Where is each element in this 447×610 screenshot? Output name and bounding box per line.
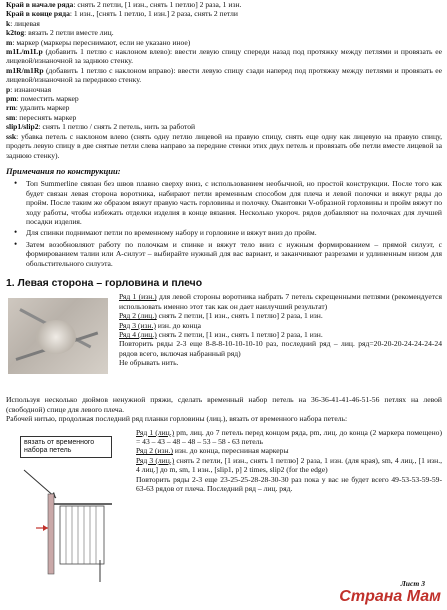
row-line: Ряд 3 (лиц.) снять 2 петли, [1 изн., снять 1 петлю] 2 раза, 1 изн. (для края), sm, 4 лиц., [1 изн., 4 лиц.] до m, sm, 1 изн., [slip1, p] 2 times, slip2 (for the edge): [136, 455, 442, 475]
notes-list: [6, 179, 442, 268]
row-line: Ряд 3 (изн.) изн. до конца: [119, 320, 201, 330]
abbreviation-line: [6, 113, 442, 122]
notes-title: Примечания по конструкции:: [6, 165, 121, 176]
abbreviation-line: [6, 19, 442, 28]
abbreviation-term: m1R/m1Rp: [6, 65, 44, 75]
section2-block: [6, 428, 442, 578]
abbreviation-line: [6, 28, 442, 37]
abbreviation-term: pm: [6, 94, 17, 104]
abbreviation-text: : 1 изн., [снять 1 петлю, 1 изн.] 2 раза, снять 2 петли: [69, 9, 238, 19]
diagram-label: вязать от временного набора петель: [20, 436, 112, 458]
abbreviation-line: [6, 85, 442, 94]
abbreviation-line: [6, 9, 442, 18]
abbreviation-term: slip1/slip2: [6, 122, 39, 132]
abbreviation-text: : изнаночная: [10, 84, 52, 94]
abbreviation-text: (добавить 1 петлю с наклоном влево): ввести левую спицу спереди назад под протяжку между петлями и провязать ее лицевой/изнаночной за заднюю стенку.: [6, 47, 442, 66]
notes-item: • Для спинки поднимают петли по временному набору и горловине и вяжут вниз до пройм.: [26, 228, 442, 237]
section1-text: [119, 292, 442, 367]
abbreviation-text: : удалить маркер: [15, 103, 70, 113]
abbreviation-text: : вязать 2 петли вместе лиц.: [24, 28, 114, 38]
abbreviation-term: sm: [6, 112, 16, 122]
row-line: Ряд 2 (изн.) изн. до конца, пересниная маркеры: [136, 446, 289, 456]
abbreviation-text: : маркер (маркеры переснимают, если не указано иное): [12, 37, 191, 47]
abbreviation-term: Край в начале ряда: [6, 0, 74, 9]
abbreviation-line: [6, 132, 442, 160]
abbreviation-line: [6, 47, 442, 66]
abbreviation-text: : переснять маркер: [15, 112, 77, 122]
abbreviation-term: p: [6, 84, 11, 94]
page-number: Лист 3: [400, 579, 425, 588]
no-cut-line: Не обрывать нить.: [119, 358, 179, 368]
document-page: [6, 0, 442, 578]
row-line: Ряд 4 (лиц.) снять 2 петли, [1 изн., снять 1 петлю] 2 раза, 1 изн.: [119, 330, 323, 339]
construction-diagram: [10, 432, 120, 582]
abbreviation-line: [6, 103, 442, 112]
abbreviation-term: ssk: [6, 131, 17, 141]
abbreviation-text: : убавка петель с наклоном влево (снять одну петлю лицевой на правую спицу, снять еще одну как лицевую на правую спицу, продеть левую спицу в две снятые петли слева направо за передние стенки этих двух петель и провязать обе петли вместе лицевой за заднюю стенку).: [6, 131, 442, 160]
paragraph-using: Используя несколько дюймов ненужной пряжи, сделать временный набор петель на 36-36-41-41-46-51-56 петлях на левой (свободной) спице для левого плеча.: [6, 395, 442, 414]
abbreviation-term: m1L/m1Lp: [6, 47, 43, 57]
repeat-line: Повторить ряды 2-3 еще 8-8-8-10-10-10-10 раз, последний ряд – лиц. ряд=20-20-20-24-24-24-24 рядов всего, включая набранный ряд): [119, 339, 442, 358]
abbreviation-term: rm: [6, 103, 16, 113]
abbreviation-line: [6, 94, 442, 103]
section2-text: [136, 428, 442, 494]
abbreviation-term: m: [6, 37, 13, 47]
abbreviation-text: : снять 1 петлю / снять 2 петель, нить за работой: [38, 122, 196, 132]
watermark-logo: Страна Мам: [339, 588, 441, 605]
abbreviation-text: (добавить 1 петлю с наклоном вправо): ввести левую спицу сзади наперед под протяжку между петлями и провязать ее лицевой/изнаночной за переднюю стенку.: [6, 65, 442, 85]
paragraph-working: Рабочей нитью, продолжая последний ряд планки горловины (лиц.), вязать от временного набора петель:: [6, 414, 348, 424]
yarn-image: [36, 320, 76, 354]
repeat-line: Повторить ряды 2-3 еще 23-25-25-28-28-30-30 раз пока у вас не будет всего 49-53-53-59-59-63-63 рядов от плеча. Последний ряд – лиц. ряд.: [136, 474, 442, 494]
abbreviation-line: [6, 66, 442, 85]
abbreviation-text: : поместить маркер: [16, 94, 79, 104]
abbreviation-text: : лицевая: [10, 18, 40, 28]
notes-item: • Топ Summerline связан без швов плавно сверху вниз, с использованием необычной, но простой конструкции. После того как будет связан левая сторона воротника, набирают петли временным способом для плеча и левой полочки и вяжут ряды до пройм. После таким же образом вяжут правую часть горловины и полочку. Окантовки V-образной горловины и пройм вяжут по ходу работы, чтобы избежать отделки изделия в конце вязания. Несколько укороч. рядов добавляют на полочках для лучшей посадки изделия.: [26, 179, 442, 226]
abbreviation-line: [6, 122, 442, 131]
abbreviation-term: k: [6, 18, 11, 28]
knitting-photo: [8, 298, 108, 374]
notes-item: • Затем возобновляют работу по полочкам и спинке и вяжут тело вниз с нужным формированием – прямой силуэт, с формированием талии или А-силуэт – выбирайте нужный для вас вариант, и заканчивают разрезами и удлиненным низом для обольстительного силуэта.: [26, 240, 442, 268]
section-title: 1. Левая сторона – горловина и плечо: [6, 277, 203, 289]
section1-block: [6, 292, 442, 390]
abbreviation-line: [6, 38, 442, 47]
row-line: Ряд 1 (изн.) для левой стороны воротника набрать 7 петель скрещенными петлями (рекомендуется использовать именно этот так как он дает наилучший результат): [119, 292, 442, 311]
abbreviation-term: k2tog: [6, 28, 25, 38]
abbreviation-term: Край в конце ряда: [6, 9, 70, 19]
abbreviations-list: [6, 0, 442, 160]
row-line: Ряд 1 (лиц.) pm, лиц. до 7 петель перед концом ряда, pm, лиц. до конца (2 маркера помещено) = 43 – 43 – 48 – 48 – 53 – 58 - 63 петель: [136, 427, 442, 446]
abbreviation-line: [6, 0, 442, 9]
abbreviation-text: : снять 2 петли, [1 изн., снять 1 петлю] 2 раза, 1 изн.: [73, 0, 242, 9]
row-line: Ряд 2 (лиц.) снять 2 петли, [1 изн., снять 1 петлю] 2 раза, 1 изн.: [119, 311, 323, 321]
